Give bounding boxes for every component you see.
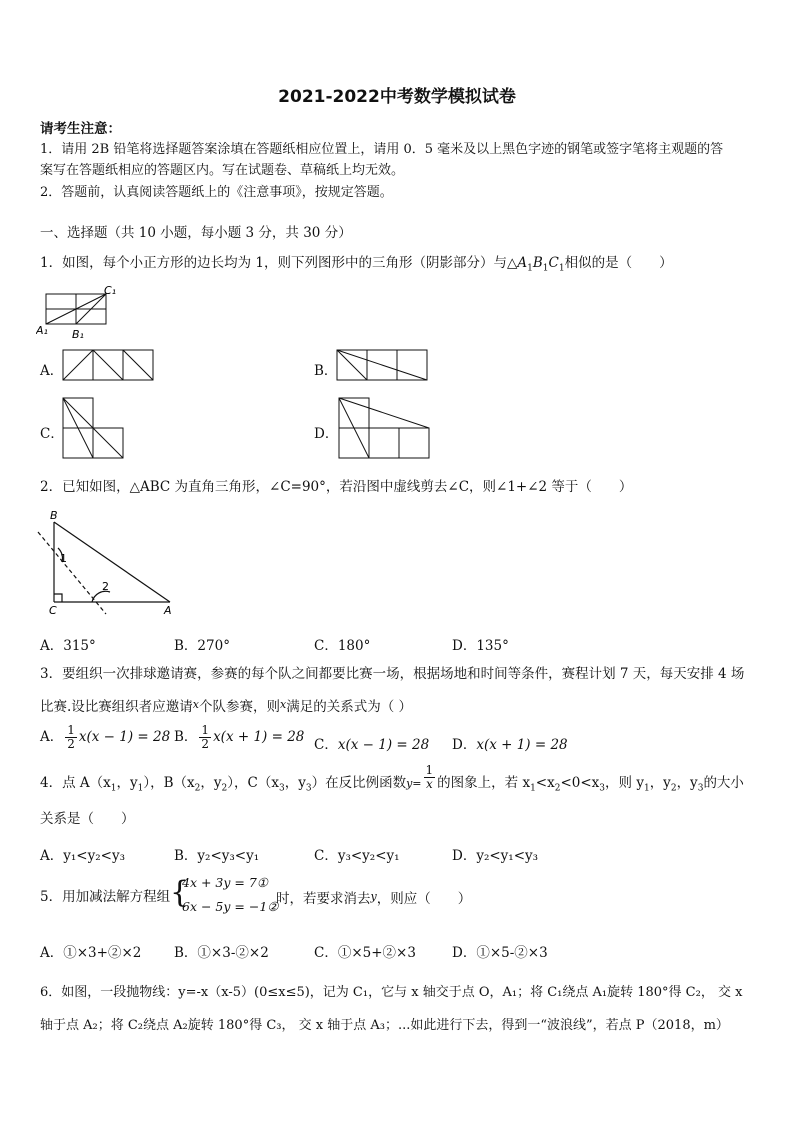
q4-option-c[interactable]: C．y₃<y₂<y₁ — [314, 848, 400, 864]
q5-option-b[interactable]: B．①×3-②×2 — [174, 945, 269, 961]
label-b1: B₁ — [72, 328, 84, 341]
q4-option-d[interactable]: D．y₂<y₁<y₃ — [452, 848, 539, 864]
q4-option-a[interactable]: A．y₁<y₂<y₃ — [40, 848, 125, 864]
q4-stem-line-1: 4．点 $A(x_1$，$y_1$），$B(x_2$，$y_2$），$C(x_3$，$y_3$）在反比例函数y= $\frac{1}{x}$ 的图象上，若 $x_1<x_2<0<x_3$，则 $y_1$，$y_2$，$y_3$的大小 — [40, 763, 744, 794]
q3-option-c[interactable]: C．x(x − 1) = 28 — [314, 737, 430, 753]
q1-option-c-figure[interactable] — [62, 397, 126, 461]
notice-line-1a: 1．请用 2B 铅笔将选择题答案涂填在答题纸相应位置上，请用 0．5 毫米及以上黑色字迹的钢笔或签字笔将主观题的答 — [40, 142, 724, 157]
angle-2: 2 — [102, 580, 109, 593]
q5-option-c[interactable]: C．①×5+②×3 — [314, 945, 416, 961]
q3-option-a[interactable]: A． $\frac{1}{2}$ x(x − 1) = 28 — [40, 723, 171, 751]
q3-stem-line-2: 比赛.设比赛组织者应邀请$^x$个队参赛，则$^x$满足的关系式为（ ） — [40, 698, 413, 715]
q5-brace: { — [170, 875, 190, 910]
q5-stem-b: 时，若要求消去$^y$，则应（ ） — [276, 890, 472, 907]
label-c1: C₁ — [104, 284, 117, 297]
q2-option-c[interactable]: C．180° — [314, 638, 371, 654]
q3-option-b[interactable]: B． $\frac{1}{2}$ x(x + 1) = 28 — [174, 723, 305, 751]
q1-option-b-figure[interactable] — [336, 349, 430, 383]
q6-stem-line-1: 6．如图，一段抛物线：y=-x（x-5）(0≤x≤5)，记为 C₁，它与 x 轴交于点 O，A₁；将 C₁绕点 A₁旋转 180°得 C₂， 交 x — [40, 985, 743, 1000]
q2-stem: 2．已知如图，△ABC 为直角三角形，∠C=90°，若沿图中虚线剪去∠C，则∠1+∠2 等于（ ） — [40, 479, 633, 495]
page-title: 2021-2022中考数学模拟试卷 — [278, 87, 516, 107]
q1-stem: 1．如图，每个小正方形的边长均为 1，则下列图形中的三角形（阴影部分）与$\triangle A_1B_1C_1$相似的是（ ） — [40, 255, 673, 274]
q1-option-a-figure[interactable] — [62, 349, 156, 383]
q1-option-a-label[interactable]: A． — [40, 363, 64, 379]
q1-option-d-label[interactable]: D． — [314, 426, 339, 442]
q4-stem-line-2: 关系是（ ） — [40, 811, 135, 827]
q4-option-b[interactable]: B．y₂<y₃<y₁ — [174, 848, 260, 864]
q3-stem-line-1: 3．要组织一次排球邀请赛，参赛的每个队之间都要比赛一场，根据场地和时间等条件，赛程计划 7 天，每天安排 4 场 — [40, 666, 745, 682]
notice-line-1b: 案写在答题纸相应的答题区内。写在试题卷、草稿纸上均无效。 — [40, 163, 405, 178]
q5-equation-2: 6x − 5y = −1② — [182, 899, 279, 914]
section-heading: 一、选择题（共 10 小题，每小题 3 分，共 30 分） — [40, 225, 352, 241]
q2-triangle-figure — [36, 506, 186, 618]
notice-heading: 请考生注意： — [40, 121, 121, 137]
vertex-c: C — [49, 604, 57, 617]
q3-option-d[interactable]: D．x(x + 1) = 28 — [452, 737, 568, 753]
q5-option-a[interactable]: A．①×3+②×2 — [40, 945, 142, 961]
q2-option-d[interactable]: D．135° — [452, 638, 509, 654]
angle-1: 1 — [60, 552, 67, 565]
q1-option-d-figure[interactable] — [338, 397, 432, 461]
q2-option-b[interactable]: B．270° — [174, 638, 230, 654]
q6-stem-line-2: 轴于点 A₂；将 C₂绕点 A₂旋转 180°得 C₃， 交 x 轴于点 A₃；...如此进行下去，得到一“波浪线”，若点 P（2018，m） — [40, 1018, 729, 1033]
vertex-a: A — [164, 604, 172, 617]
label-a1: A₁ — [36, 324, 48, 337]
q2-option-a[interactable]: A．315° — [40, 638, 96, 654]
q5-stem-a: 5．用加减法解方程组 — [40, 889, 171, 905]
q1-reference-figure — [36, 284, 126, 342]
vertex-b: B — [50, 509, 58, 522]
q1-option-b-label[interactable]: B． — [314, 363, 338, 379]
q1-option-c-label[interactable]: C． — [40, 426, 64, 442]
q5-option-d[interactable]: D．①×5-②×3 — [452, 945, 548, 961]
notice-line-2: 2．答题前，认真阅读答题纸上的《注意事项》，按规定答题。 — [40, 185, 393, 200]
q5-equation-1: 4x + 3y = 7① — [182, 875, 269, 890]
